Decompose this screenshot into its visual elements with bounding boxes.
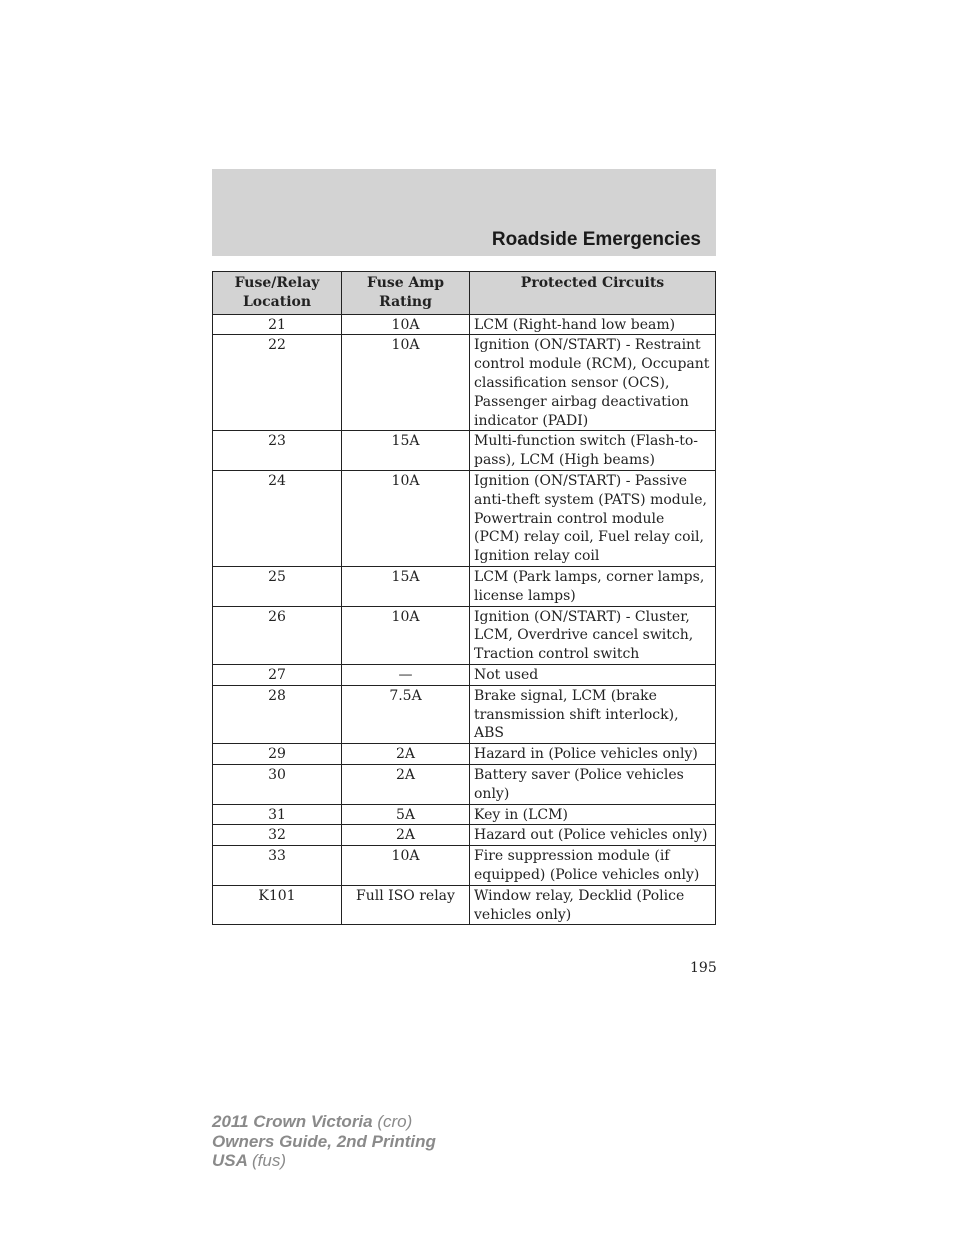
table-row <box>213 825 716 846</box>
cell-amp-rating: 5A <box>342 804 470 825</box>
footer-line-2: Owners Guide, 2nd Printing <box>212 1131 436 1151</box>
cell-location: 26 <box>213 606 342 664</box>
cell-amp-rating: 10A <box>342 335 470 431</box>
table-row <box>213 744 716 765</box>
cell-amp-rating: 7.5A <box>342 685 470 743</box>
cell-protected-circuits: Hazard out (Police vehicles only) <box>470 825 716 846</box>
table-row <box>213 804 716 825</box>
cell-location: 22 <box>213 335 342 431</box>
footer-market: USA <box>212 1151 248 1170</box>
cell-protected-circuits: Window relay, Decklid (Police vehicles only) <box>470 885 716 925</box>
cell-protected-circuits: Hazard in (Police vehicles only) <box>470 744 716 765</box>
cell-protected-circuits: Ignition (ON/START) - Passive anti-theft system (PATS) module, Powertrain control module (PCM) relay coil, Fuel relay coil, Ignition relay coil <box>470 470 716 566</box>
cell-protected-circuits: Key in (LCM) <box>470 804 716 825</box>
fuse-table-body <box>213 314 716 925</box>
cell-location: 25 <box>213 566 342 606</box>
cell-location: 24 <box>213 470 342 566</box>
cell-amp-rating: 10A <box>342 606 470 664</box>
cell-protected-circuits: Fire suppression module (if equipped) (Police vehicles only) <box>470 846 716 886</box>
page-number: 195 <box>690 960 717 976</box>
fuse-table <box>212 271 716 925</box>
section-header-band <box>212 169 716 256</box>
cell-amp-rating: 10A <box>342 470 470 566</box>
column-header-amp-rating: Fuse Amp Rating <box>342 272 470 315</box>
cell-protected-circuits: Not used <box>470 664 716 685</box>
cell-protected-circuits: LCM (Park lamps, corner lamps, license lamps) <box>470 566 716 606</box>
table-row <box>213 335 716 431</box>
table-row <box>213 685 716 743</box>
cell-location: K101 <box>213 885 342 925</box>
cell-location: 21 <box>213 314 342 335</box>
footer-model: 2011 Crown Victoria <box>212 1112 373 1131</box>
cell-protected-circuits: Brake signal, LCM (brake transmission shift interlock), ABS <box>470 685 716 743</box>
footer-market-code: (fus) <box>252 1151 286 1170</box>
footer-publication-info <box>212 1112 436 1171</box>
cell-amp-rating: 10A <box>342 846 470 886</box>
table-row <box>213 664 716 685</box>
cell-location: 28 <box>213 685 342 743</box>
table-row <box>213 470 716 566</box>
cell-protected-circuits: Ignition (ON/START) - Cluster, LCM, Overdrive cancel switch, Traction control switch <box>470 606 716 664</box>
cell-protected-circuits: Multi-function switch (Flash-to-pass), LCM (High beams) <box>470 431 716 471</box>
cell-amp-rating: 15A <box>342 566 470 606</box>
cell-amp-rating: 15A <box>342 431 470 471</box>
section-title: Roadside Emergencies <box>491 229 701 250</box>
column-header-protected-circuits: Protected Circuits <box>470 272 716 315</box>
footer-line-3 <box>212 1151 436 1171</box>
cell-amp-rating: — <box>342 664 470 685</box>
cell-amp-rating: 2A <box>342 764 470 804</box>
column-header-location: Fuse/Relay Location <box>213 272 342 315</box>
cell-location: 33 <box>213 846 342 886</box>
cell-protected-circuits: LCM (Right-hand low beam) <box>470 314 716 335</box>
cell-location: 32 <box>213 825 342 846</box>
footer-model-code: (cro) <box>377 1112 413 1131</box>
cell-amp-rating: 10A <box>342 314 470 335</box>
table-row <box>213 314 716 335</box>
table-row <box>213 885 716 925</box>
table-row <box>213 764 716 804</box>
cell-location: 30 <box>213 764 342 804</box>
cell-location: 23 <box>213 431 342 471</box>
table-row <box>213 431 716 471</box>
table-row <box>213 846 716 886</box>
cell-location: 29 <box>213 744 342 765</box>
cell-location: 31 <box>213 804 342 825</box>
footer-line-1 <box>212 1112 436 1132</box>
cell-protected-circuits: Ignition (ON/START) - Restraint control module (RCM), Occupant classification sensor (OCS), Passenger airbag deactivation indicator (PADI) <box>470 335 716 431</box>
cell-location: 27 <box>213 664 342 685</box>
cell-protected-circuits: Battery saver (Police vehicles only) <box>470 764 716 804</box>
table-header-row <box>213 272 716 315</box>
table-row <box>213 566 716 606</box>
table-row <box>213 606 716 664</box>
cell-amp-rating: 2A <box>342 825 470 846</box>
cell-amp-rating: 2A <box>342 744 470 765</box>
cell-amp-rating: Full ISO relay <box>342 885 470 925</box>
